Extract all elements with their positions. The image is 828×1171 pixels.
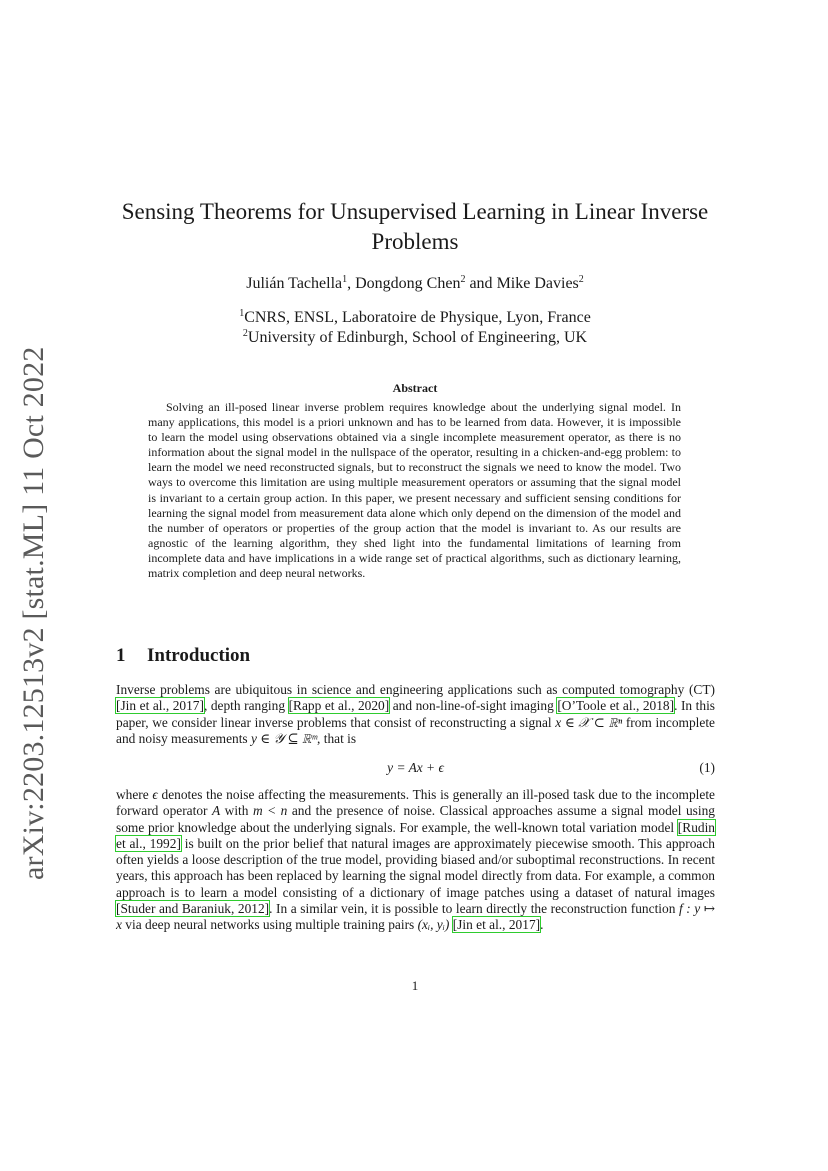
author-name: Julián Tachella: [246, 275, 343, 292]
text-run: is built on the prior belief that natural images are approximately piecewise smooth. This approach often yields a loose description of the true model, providing biased and/or suboptimal reconstructions. In recent years, this approach has been replaced by learning the signal model directly from data. For example, a common approach is to learn a model consisting of a dictionary of image patches using a dataset of natural images: [116, 835, 715, 900]
citation-link[interactable]: [O’Toole et al., 2018]: [557, 698, 675, 714]
text-run: where: [116, 787, 153, 802]
math-inline: ϵ: [152, 787, 158, 802]
section-title: Introduction: [147, 645, 251, 666]
affiliation-mark: 2: [242, 328, 248, 339]
math-inline: (xᵢ, yᵢ): [417, 917, 450, 933]
intro-paragraph-1: [116, 682, 715, 747]
text-run: , depth ranging: [203, 698, 289, 714]
affiliation: [100, 308, 730, 328]
math-inline: y ∈ 𝒴 ⊆ ℝᵐ: [251, 730, 318, 746]
text-run: Inverse problems are ubiquitous in science and engineering applications such as computed tomography (CT): [116, 682, 715, 697]
text-run: denotes the noise affecting the measurements. This is generally an ill-posed task due to the incomplete forward operator: [116, 787, 715, 819]
section-number: 1: [116, 645, 126, 666]
section-heading: [116, 645, 250, 667]
author-name: Dongdong Chen: [355, 275, 461, 292]
math-inline: m < n: [252, 803, 288, 819]
author-list: [100, 275, 730, 293]
math-inline: x ∈ 𝒳 ⊂ ℝⁿ: [555, 714, 623, 730]
author-separator: ,: [347, 275, 356, 292]
citation-link[interactable]: [Studer and Baraniuk, 2012]: [116, 901, 270, 917]
text-run: . In a similar vein, it is possible to learn directly the reconstruction function: [269, 901, 679, 917]
page-number: 1: [411, 978, 419, 993]
citation-link[interactable]: [Jin et al., 2017]: [452, 917, 541, 933]
text-run: and non-line-of-sight imaging: [389, 698, 558, 714]
text-run: . In this paper, we consider linear inverse problems that consist of reconstructing a signal: [116, 698, 716, 730]
text-run: and the presence of noise. Classical approaches assume a signal model using some prior knowledge about the underlying signals. For example, the well-known total variation model: [116, 803, 715, 835]
text-run: .: [540, 917, 544, 933]
affiliation-text: CNRS, ENSL, Laboratoire de Physique, Lyon, France: [244, 309, 591, 326]
author-mark: 2: [460, 274, 466, 285]
text-run: from incomplete and noisy measurements: [116, 714, 715, 746]
citation-link[interactable]: [Rapp et al., 2020]: [288, 698, 390, 714]
affiliation-list: [100, 308, 730, 348]
author-name: Mike Davies: [496, 275, 579, 292]
text-run: with: [220, 803, 253, 819]
paper-title: Sensing Theorems for Unsupervised Learning in Linear Inverse Problems: [121, 199, 709, 254]
text-run: , that is: [317, 730, 357, 746]
citation-link[interactable]: [Rudin et al., 1992]: [116, 819, 715, 851]
author-mark: 1: [342, 274, 348, 285]
abstract-text: Solving an ill-posed linear inverse problem requires knowledge about the underlying signal model. In many applications, this model is a priori unknown and has to be learned from data. However, it is impossible to learn the model using observations obtained via a single incomplete measurement operator, as there is no information about the signal model in the nullspace of the operator, resulting in a chicken-and-egg problem: to learn the model we need reconstructed signals, but to reconstruct the signals we need to know the model. Two ways to overcome this limitation are using multiple measurement operators or assuming that the signal model is invariant to a certain group action. In this paper, we present necessary and sufficient sensing conditions for learning the signal model from measurement data alone which only depend on the dimension of the model and the number of operators or properties of the group action that the model is invariant to. As our results are agnostic of the learning algorithm, they shed light into the fundamental limitations of learning from incomplete data and have implications in a wide range set of practical algorithms, such as dictionary learning, matrix completion and deep neural networks.: [148, 400, 681, 581]
affiliation-text: University of Edinburgh, School of Engineering, UK: [247, 329, 588, 346]
affiliation-mark: 1: [239, 308, 245, 319]
equation-1: [116, 760, 715, 776]
arxiv-side-label: arXiv:2203.12513v2 [stat.ML] 11 Oct 2022: [17, 346, 50, 880]
equation-tag: (1): [699, 760, 715, 775]
math-inline: f : y ↦ x: [116, 901, 715, 933]
abstract-heading: Abstract: [392, 381, 438, 395]
text-run: via deep neural networks using multiple training pairs: [121, 917, 418, 933]
author-separator: and: [465, 275, 497, 292]
equation-body: y = Ax + ϵ: [387, 760, 444, 775]
citation-link[interactable]: [Jin et al., 2017]: [116, 698, 204, 714]
author-mark: 2: [578, 274, 584, 285]
intro-paragraph-2: [116, 787, 715, 934]
affiliation: [100, 328, 730, 348]
math-inline: A: [211, 803, 221, 819]
